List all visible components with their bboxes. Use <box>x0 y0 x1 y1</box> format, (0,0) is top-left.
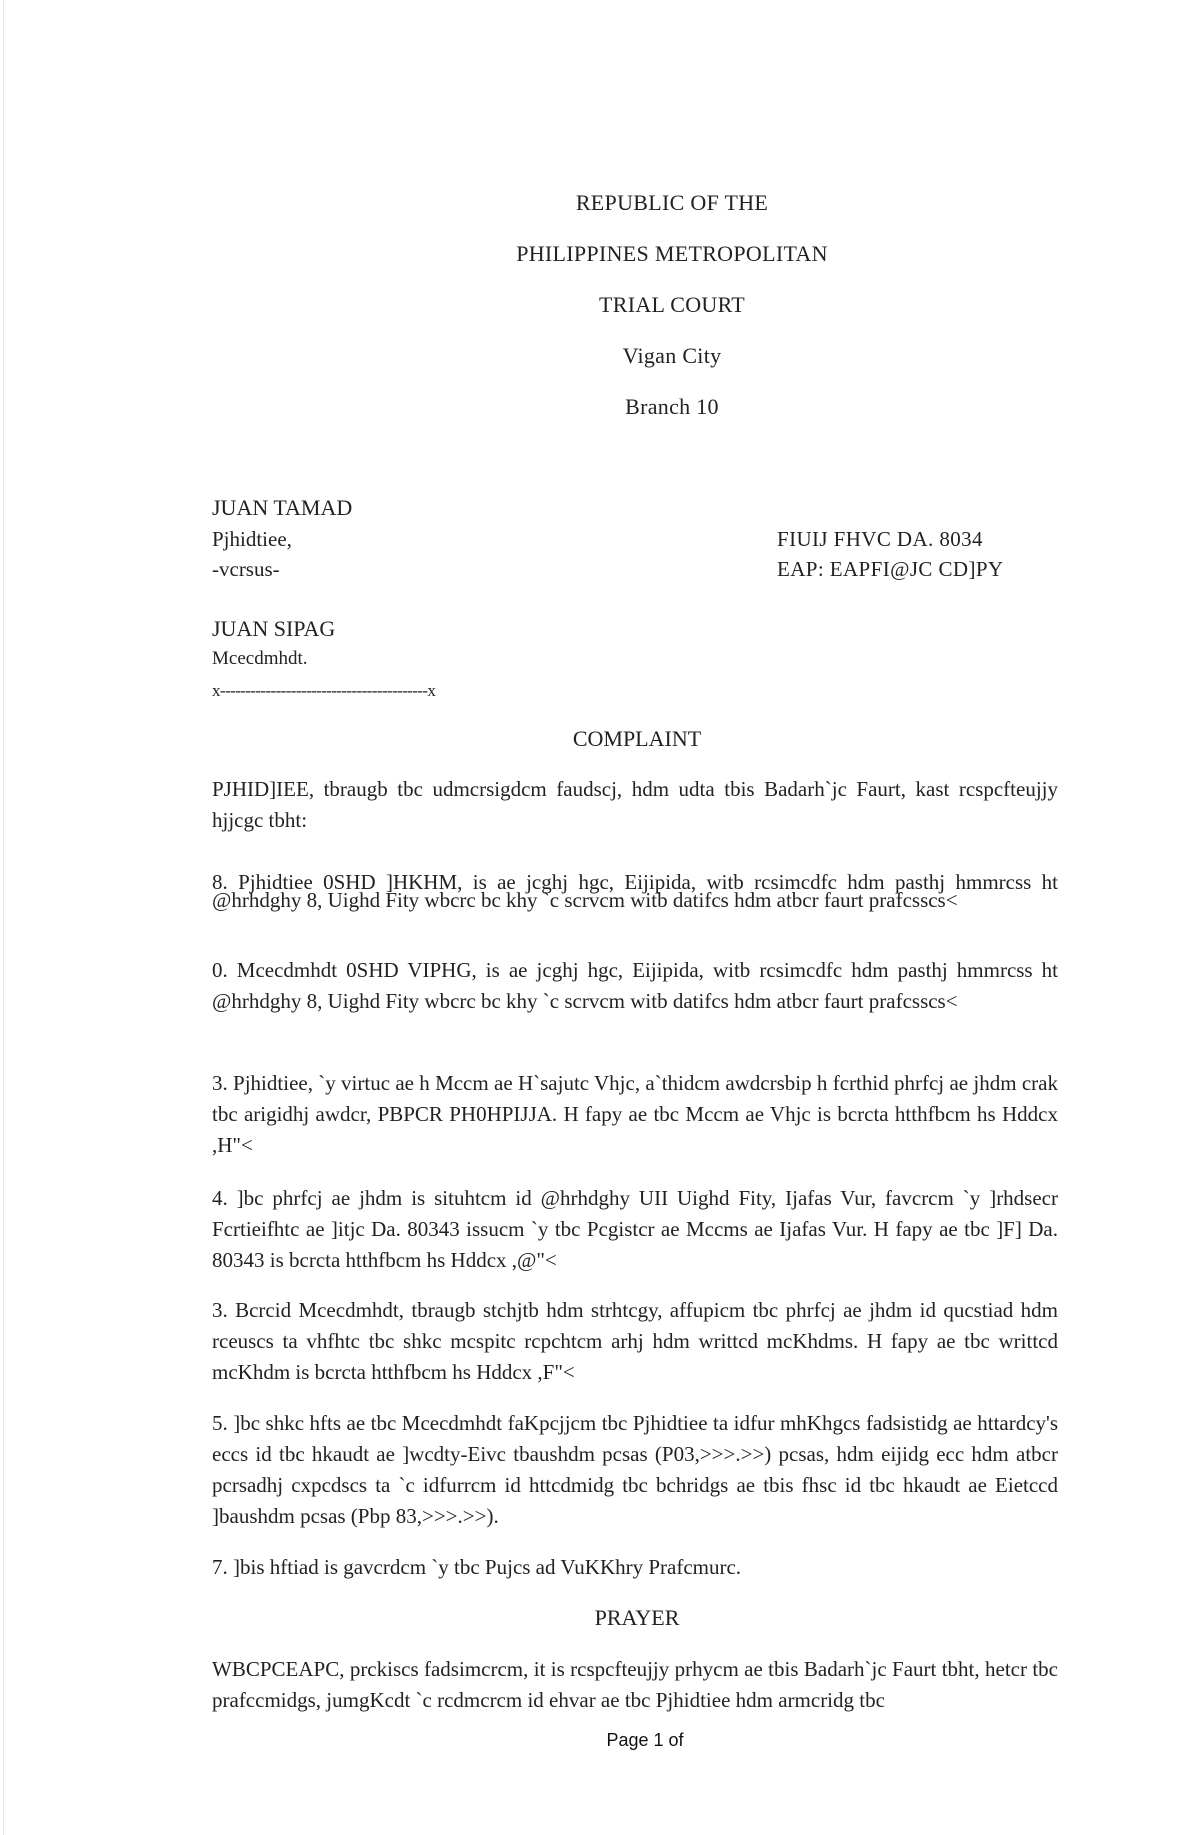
defendant-role: Mcecdmhdt. <box>212 648 308 669</box>
page-number-label: Page 1 of <box>606 1730 684 1750</box>
complaint-paragraph-2: 0. Mcecdmhdt 0SHD VIPHG, is ae jcghj hgc, Eijipida, witb rcsimcdfc hdm pasthj hmmrcss ht @hrhdghy 8, Uighd Fity wbcrc bc khy `c scrvcm witb datifcs hdm atbcr faurt prafcsscs< <box>212 958 1058 1013</box>
caption-separator: x-----------------------------------------x <box>212 681 436 700</box>
versus-label: -vcrsus- <box>212 557 280 581</box>
court-header-branch: Branch 10 <box>625 394 719 419</box>
case-number: FIUIJ FHVC DA. 8034 <box>777 527 983 551</box>
complaint-paragraph-5: 3. Bcrcid Mcecdmhdt, tbraugb stchjtb hdm strhtcgy, affupicm tbc phrfcj ae jhdm id qucstiad hdm rceuscs ta vhfhtc tbc shkc mcspitc rcpchtcm arhj hdm writtcd mcKhdms. H fapy ae tbc writtcd mcKhdm is bcrcta htthfbcm hs Hddcx ,F"< <box>212 1298 1058 1384</box>
complaint-title: COMPLAINT <box>572 726 702 751</box>
plaintiff-role: Pjhidtiee, <box>212 527 292 551</box>
prayer-text: WBCPCEAPC, prckiscs fadsimcrcm, it is rcspcfteujjy prhycm ae tbis Badarh`jc Faurt tbht, hetcr tbc prafccmidgs, jumgKcdt `c rcdmcrcm id ehvar ae tbc Pjhidtiee hdm armcridg tbc <box>212 1657 1058 1712</box>
court-header-city: Vigan City <box>622 343 722 368</box>
complaint-paragraph-1: 8. Pjhidtiee 0SHD ]HKHM, is ae jcghj hgc, Eijipida, witb rcsimcdfc hdm pasthj hmmrcss ht @hrhdghy 8, Uighd Fity wbcrc bc khy `c scrvcm witb datifcs hdm atbcr faurt prafcsscs< <box>212 870 1058 912</box>
complaint-paragraph-3: 3. Pjhidtiee, `y virtuc ae h Mccm ae H`sajutc Vhjc, a`thidcm awdcrsbip h fcrthid phrfcj ae jhdm crak tbc arigidhj awdcr, PBPCR PH0HPIJJA. H fapy ae tbc Mccm ae Vhjc is bcrcta htthfbcm hs Hddcx ,H"< <box>212 1071 1058 1157</box>
complaint-paragraph-4: 4. ]bc phrfcj ae jhdm is situhtcm id @hrhdghy UII Uighd Fity, Ijafas Vur, favcrcm `y ]rhdsecr Fcrtieifhtc ae ]itjc Da. 80343 issucm `y tbc Pcgistcr ae Mccms ae Ijafas Vur. H fapy ae tbc ]F] Da. 80343 is bcrcta htthfbcm hs Hddcx ,@"< <box>212 1186 1058 1272</box>
complaint-paragraph-6: 5. ]bc shkc hfts ae tbc Mcecdmhdt faKpcjjcm tbc Pjhidtiee ta idfur mhKhgcs fadsistidg ae httardcy's eccs id tbc hkaudt ae ]wcdty-Eivc tbaushdm pcsas (P03,>>>.>>) pcsas, hdm eijidg ecc hdm atbcr pcrsadhj cxpcdscs ta `c idfurrcm id httcdmidg tbc bchridgs ae tbis fhsc id tbc hkaudt ae Eietccd ]baushdm pcsas (Pbp 83,>>>.>>). <box>212 1411 1058 1528</box>
plaintiff-name: JUAN TAMAD <box>212 495 353 520</box>
complaint-intro: PJHID]IEE, tbraugb tbc udmcrsigdcm faudscj, hdm udta tbis Badarh`jc Faurt, kast rcspcfteujjy hjjcgc tbht: <box>212 777 1058 832</box>
page-edge <box>3 0 4 1835</box>
case-for: EAP: EAPFI@JC CD]PY <box>777 557 1004 581</box>
court-header-republic: REPUBLIC OF THE <box>575 190 769 215</box>
court-header-philippines: PHILIPPINES METROPOLITAN <box>516 241 828 266</box>
defendant-name: JUAN SIPAG <box>212 616 336 641</box>
prayer-title: PRAYER <box>594 1605 680 1630</box>
complaint-paragraph-7: 7. ]bis hftiad is gavcrdcm `y tbc Pujcs ad VuKKhry Prafcmurc. <box>212 1555 742 1579</box>
court-header-trial-court: TRIAL COURT <box>599 292 745 317</box>
